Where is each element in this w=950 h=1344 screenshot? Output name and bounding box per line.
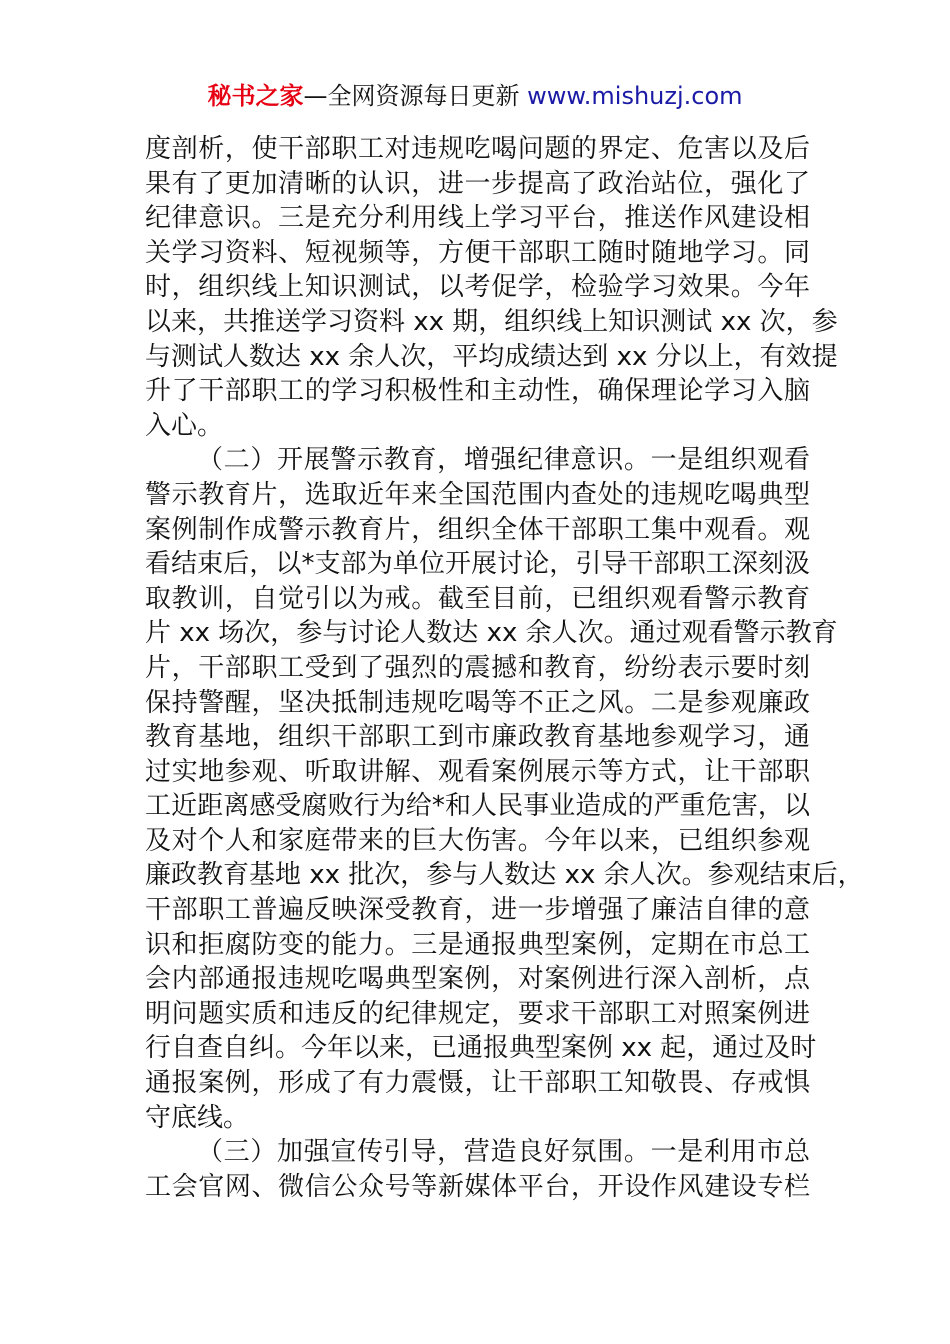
text-line: 纪律意识。三是充分利用线上学习平台，推送作风建设相 — [145, 203, 810, 234]
text-line: 片 xx 场次，参与讨论人数达 xx 余人次。通过观看警示教育 — [145, 618, 838, 649]
text-line: 会内部通报违规吃喝典型案例，对案例进行深入剖析，点 — [145, 964, 810, 995]
text-line: 升了干部职工的学习积极性和主动性，确保理论学习入脑 — [145, 376, 810, 407]
site-brand: 秘书之家 — [207, 82, 304, 110]
text-line: 识和拒腐防变的能力。三是通报典型案例，定期在市总工 — [145, 929, 810, 960]
text-line: 工近距离感受腐败行为给*和人民事业造成的严重危害，以 — [145, 791, 810, 822]
text-line: 以来，共推送学习资料 xx 期，组织线上知识测试 xx 次，参 — [145, 306, 838, 337]
text-line: 廉政教育基地 xx 批次，参与人数达 xx 余人次。参观结束后， — [145, 860, 864, 891]
text-line: 教育基地，组织干部职工到市廉政教育基地参观学习，通 — [145, 722, 810, 753]
text-line: 片，干部职工受到了强烈的震撼和教育，纷纷表示要时刻 — [145, 652, 810, 683]
text-line: 工会官网、微信公众号等新媒体平台，开设作风建设专栏 — [145, 1171, 810, 1202]
text-line: 干部职工普遍反映深受教育，进一步增强了廉洁自律的意 — [145, 895, 810, 926]
text-line: 保持警醒，坚决抵制违规吃喝等不正之风。二是参观廉政 — [145, 687, 810, 718]
text-line: 入心。 — [145, 410, 224, 441]
text-line: 关学习资料、短视频等，方便干部职工随时随地学习。同 — [145, 237, 810, 268]
text-line: 行自查自纠。今年以来，已通报典型案例 xx 起，通过及时 — [145, 1033, 817, 1064]
text-line: 看结束后，以*支部为单位开展讨论，引导干部职工深刻汲 — [145, 549, 810, 580]
text-line: 与测试人数达 xx 余人次，平均成绩达到 xx 分以上，有效提 — [145, 341, 838, 372]
section-heading-line: （二）开展警示教育，增强纪律意识。一是组织观看 — [197, 445, 810, 476]
section-heading-line: （三）加强宣传引导，营造良好氛围。一是利用市总 — [197, 1137, 810, 1168]
text-line: 取教训，自觉引以为戒。截至目前，已组织观看警示教育 — [145, 583, 810, 614]
text-line: 通报案例，形成了有力震慑，让干部职工知敬畏、存戒惧 — [145, 1068, 810, 1099]
text-line: 警示教育片，选取近年来全国范围内查处的违规吃喝典型 — [145, 479, 810, 510]
text-line: 果有了更加清晰的认识，进一步提高了政治站位，强化了 — [145, 168, 810, 199]
document-body — [145, 132, 864, 1204]
page-header — [0, 78, 950, 114]
header-tagline: —全网资源每日更新 — [303, 82, 528, 110]
text-line: 度剖析，使干部职工对违规吃喝问题的界定、危害以及后 — [145, 134, 810, 164]
text-line: 案例制作成警示教育片，组织全体干部职工集中观看。观 — [145, 514, 810, 545]
text-line: 过实地参观、听取讲解、观看案例展示等方式，让干部职 — [145, 756, 810, 787]
text-line: 时，组织线上知识测试，以考促学，检验学习效果。今年 — [145, 272, 810, 303]
text-line: 明问题实质和违反的纪律规定，要求干部职工对照案例进 — [145, 998, 810, 1029]
site-url: www.mishuzj.com — [527, 82, 743, 110]
text-line: 及对个人和家庭带来的巨大伤害。今年以来，已组织参观 — [145, 825, 810, 856]
text-line: 守底线。 — [145, 1102, 250, 1133]
